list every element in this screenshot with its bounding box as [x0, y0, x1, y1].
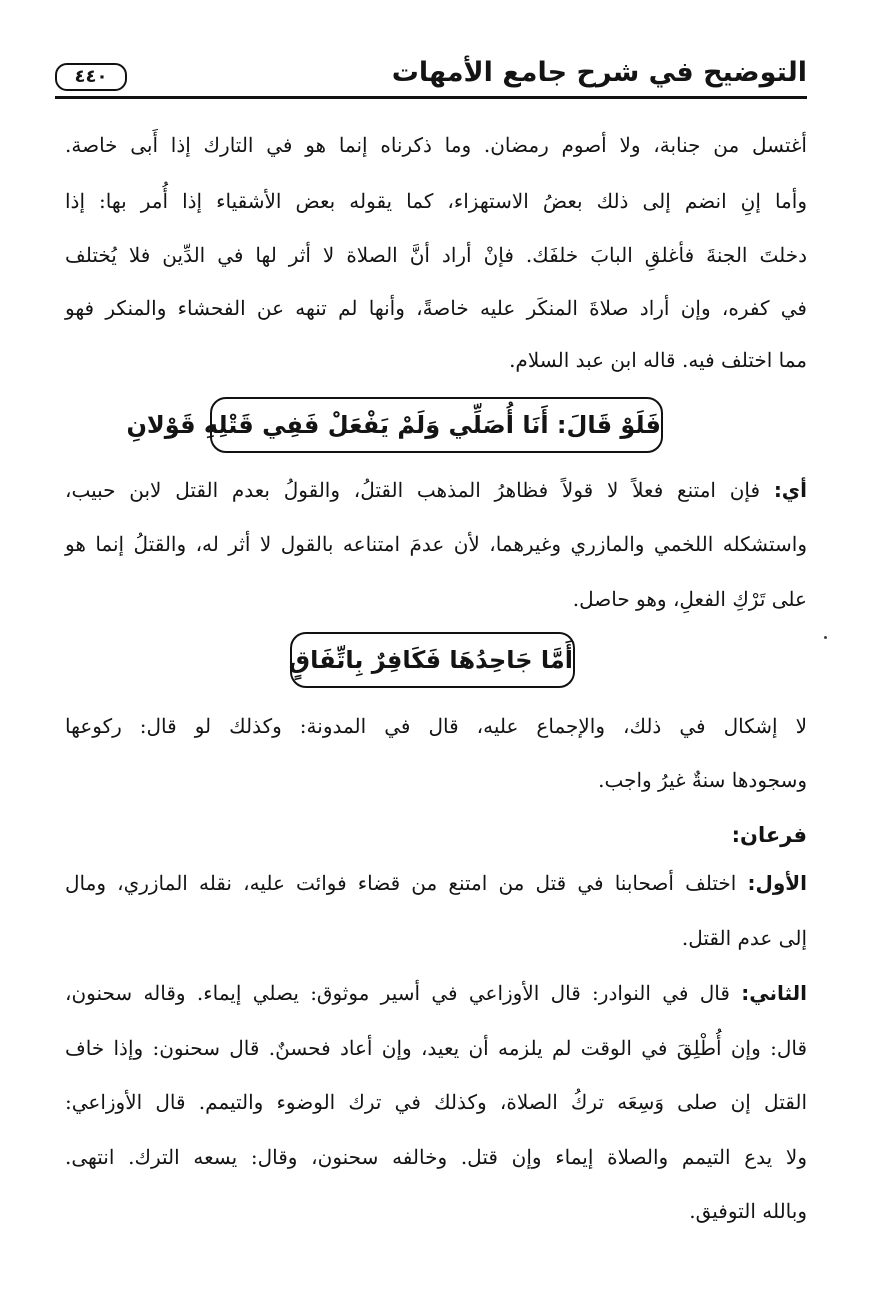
text-line	[65, 866, 807, 900]
furu-heading: فرعان:	[731, 823, 807, 847]
text-line: وسجودها سنةٌ غيرُ واجب.	[598, 768, 807, 792]
matn-quote-box: أَمَّا جَاحِدُهَا فَكَافِرٌ بِاتِّفَاقٍ	[290, 632, 575, 688]
page-number: ٤٤٠	[55, 63, 127, 91]
text-run: اختلف أصحابنا في قتل من امتنع من قضاء فوائت عليه، نقله المازري، ومال	[65, 871, 748, 895]
second-branch-lead: الثاني:	[741, 981, 807, 1005]
text-line: وأما إنِ انضم إلى ذلك بعضُ الاستهزاء، كما يقوله بعض الأشقياء إذا أُمر بها: إذا	[65, 189, 807, 213]
text-run: فإن امتنع فعلاً لا قولاً فظاهرُ المذهب القتلُ، والقولُ بعدم القتل لابن حبيب،	[65, 478, 774, 502]
text-line: لا إشكال في ذلك، والإجماع عليه، قال في المدونة: وكذلك لو قال: ركوعها	[65, 714, 807, 738]
text-line	[65, 976, 807, 1010]
text-line: مما اختلف فيه. قاله ابن عبد السلام.	[509, 348, 807, 372]
text-line: دخلتَ الجنةَ فأغلقِ البابَ خلفَك. فإنْ أراد أنَّ الصلاة لا أثر لها في الدِّين فلا يُختلف	[65, 243, 807, 267]
text-line: أغتسل من جنابة، ولا أصوم رمضان. وما ذكرناه إنما هو في التارك إذا أَبى خاصة.	[65, 133, 807, 157]
text-line: وبالله التوفيق.	[689, 1199, 807, 1223]
text-line: القتل إن صلى وَسِعَه تركُ الصلاة، وكذلك في ترك الوضوء والتيمم. قال الأوزاعي:	[65, 1090, 807, 1114]
first-branch-lead: الأول:	[747, 871, 807, 895]
text-line: إلى عدم القتل.	[681, 926, 807, 950]
ink-speck	[824, 636, 827, 639]
explanation-lead: أي:	[773, 478, 807, 502]
text-run: قال في النوادر: قال الأوزاعي في أسير موثوق: يصلي إيماء. وقاله سحنون،	[65, 981, 742, 1005]
header-rule	[55, 96, 807, 99]
book-title: التوضيح في شرح جامع الأمهات	[391, 57, 807, 88]
text-line: ولا يدع التيمم والصلاة إيماء وإن قتل. وخالفه سحنون، وقال: يسعه الترك. انتهى.	[65, 1145, 807, 1169]
text-line: قال: وإن أُطْلِقَ في الوقت لم يلزمه أن يعيد، وإن أعاد فحسنٌ. قال سحنون: وإذا خاف	[65, 1036, 807, 1060]
text-line: في كفره، وإن أراد صلاةَ المنكَر عليه خاصةً، وأنها لم تنهه عن الفحشاء والمنكر فهو	[65, 296, 807, 320]
text-line	[65, 473, 807, 507]
matn-quote-box: فَلَوْ قَالَ: أَنَا أُصَلِّي وَلَمْ يَفْعَلْ فَفِي قَتْلِهِ قَوْلانِ	[210, 397, 663, 453]
text-line: على تَرْكِ الفعلِ، وهو حاصل.	[572, 587, 807, 611]
text-line: واستشكله اللخمي والمازري وغيرهما، لأن عدمَ امتناعه بالقول لا أثر له، والقتلُ إنما هو	[65, 532, 807, 556]
running-header	[55, 55, 807, 95]
